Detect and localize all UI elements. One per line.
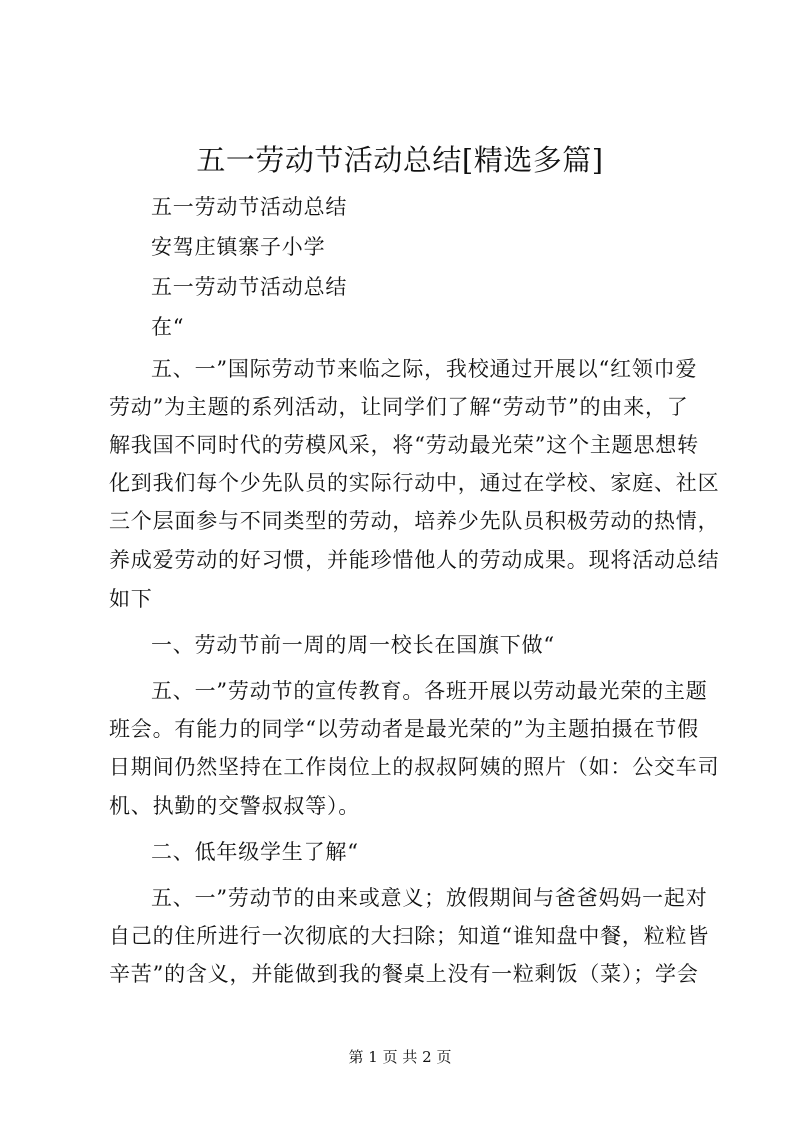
paragraph-line: 自己的住所进行一次彻底的大扫除；知道“谁知盘中餐，粒粒皆 <box>109 924 710 948</box>
paragraph-line: 五、一”劳动节的由来或意义；放假期间与爸爸妈妈一起对 <box>151 886 708 910</box>
paragraph-line: 安驾庄镇寨子小学 <box>151 235 326 259</box>
paragraph-line: 辛苦”的含义，并能做到我的餐桌上没有一粒剩饭（菜）；学会 <box>109 962 699 986</box>
paragraph-line: 在“ <box>151 315 185 339</box>
paragraph-line: 三个层面参与不同类型的劳动，培养少先队员积极劳动的热情， <box>109 509 720 533</box>
paragraph-line: 五、一”国际劳动节来临之际，我校通过开展以“红领巾爱 <box>151 357 698 381</box>
paragraph-line: 五一劳动节活动总结 <box>151 275 348 299</box>
paragraph-line: 日期间仍然坚持在工作岗位上的叔叔阿姨的照片（如：公交车司 <box>109 755 720 779</box>
page-footer: 第 1 页 共 2 页 <box>348 1048 452 1066</box>
paragraph-line: 五、一”劳动节的宣传教育。各班开展以劳动最光荣的主题 <box>151 679 708 703</box>
paragraph-line: 机、执勤的交警叔叔等）。 <box>109 794 361 818</box>
paragraph-line: 养成爱劳动的好习惯，并能珍惜他人的劳动成果。现将活动总结 <box>109 548 720 572</box>
paragraph-line: 解我国不同时代的劳模风采，将“劳动最光荣”这个主题思想转 <box>109 433 699 457</box>
paragraph-line: 班会。有能力的同学“以劳动者是最光荣的”为主题拍摄在节假 <box>109 717 699 741</box>
document-title: 五一劳动节活动总结[精选多篇] <box>196 143 604 177</box>
paragraph-line: 劳动”为主题的系列活动，让同学们了解“劳动节”的由来，了 <box>109 395 689 419</box>
paragraph-line: 一、劳动节前一周的周一校长在国旗下做“ <box>151 633 555 657</box>
paragraph-line: 化到我们每个少先队员的实际行动中，通过在学校、家庭、社区 <box>109 471 720 495</box>
paragraph-line: 二、低年级学生了解“ <box>151 840 359 864</box>
paragraph-line: 如下 <box>109 587 153 611</box>
paragraph-line: 五一劳动节活动总结 <box>151 195 348 219</box>
